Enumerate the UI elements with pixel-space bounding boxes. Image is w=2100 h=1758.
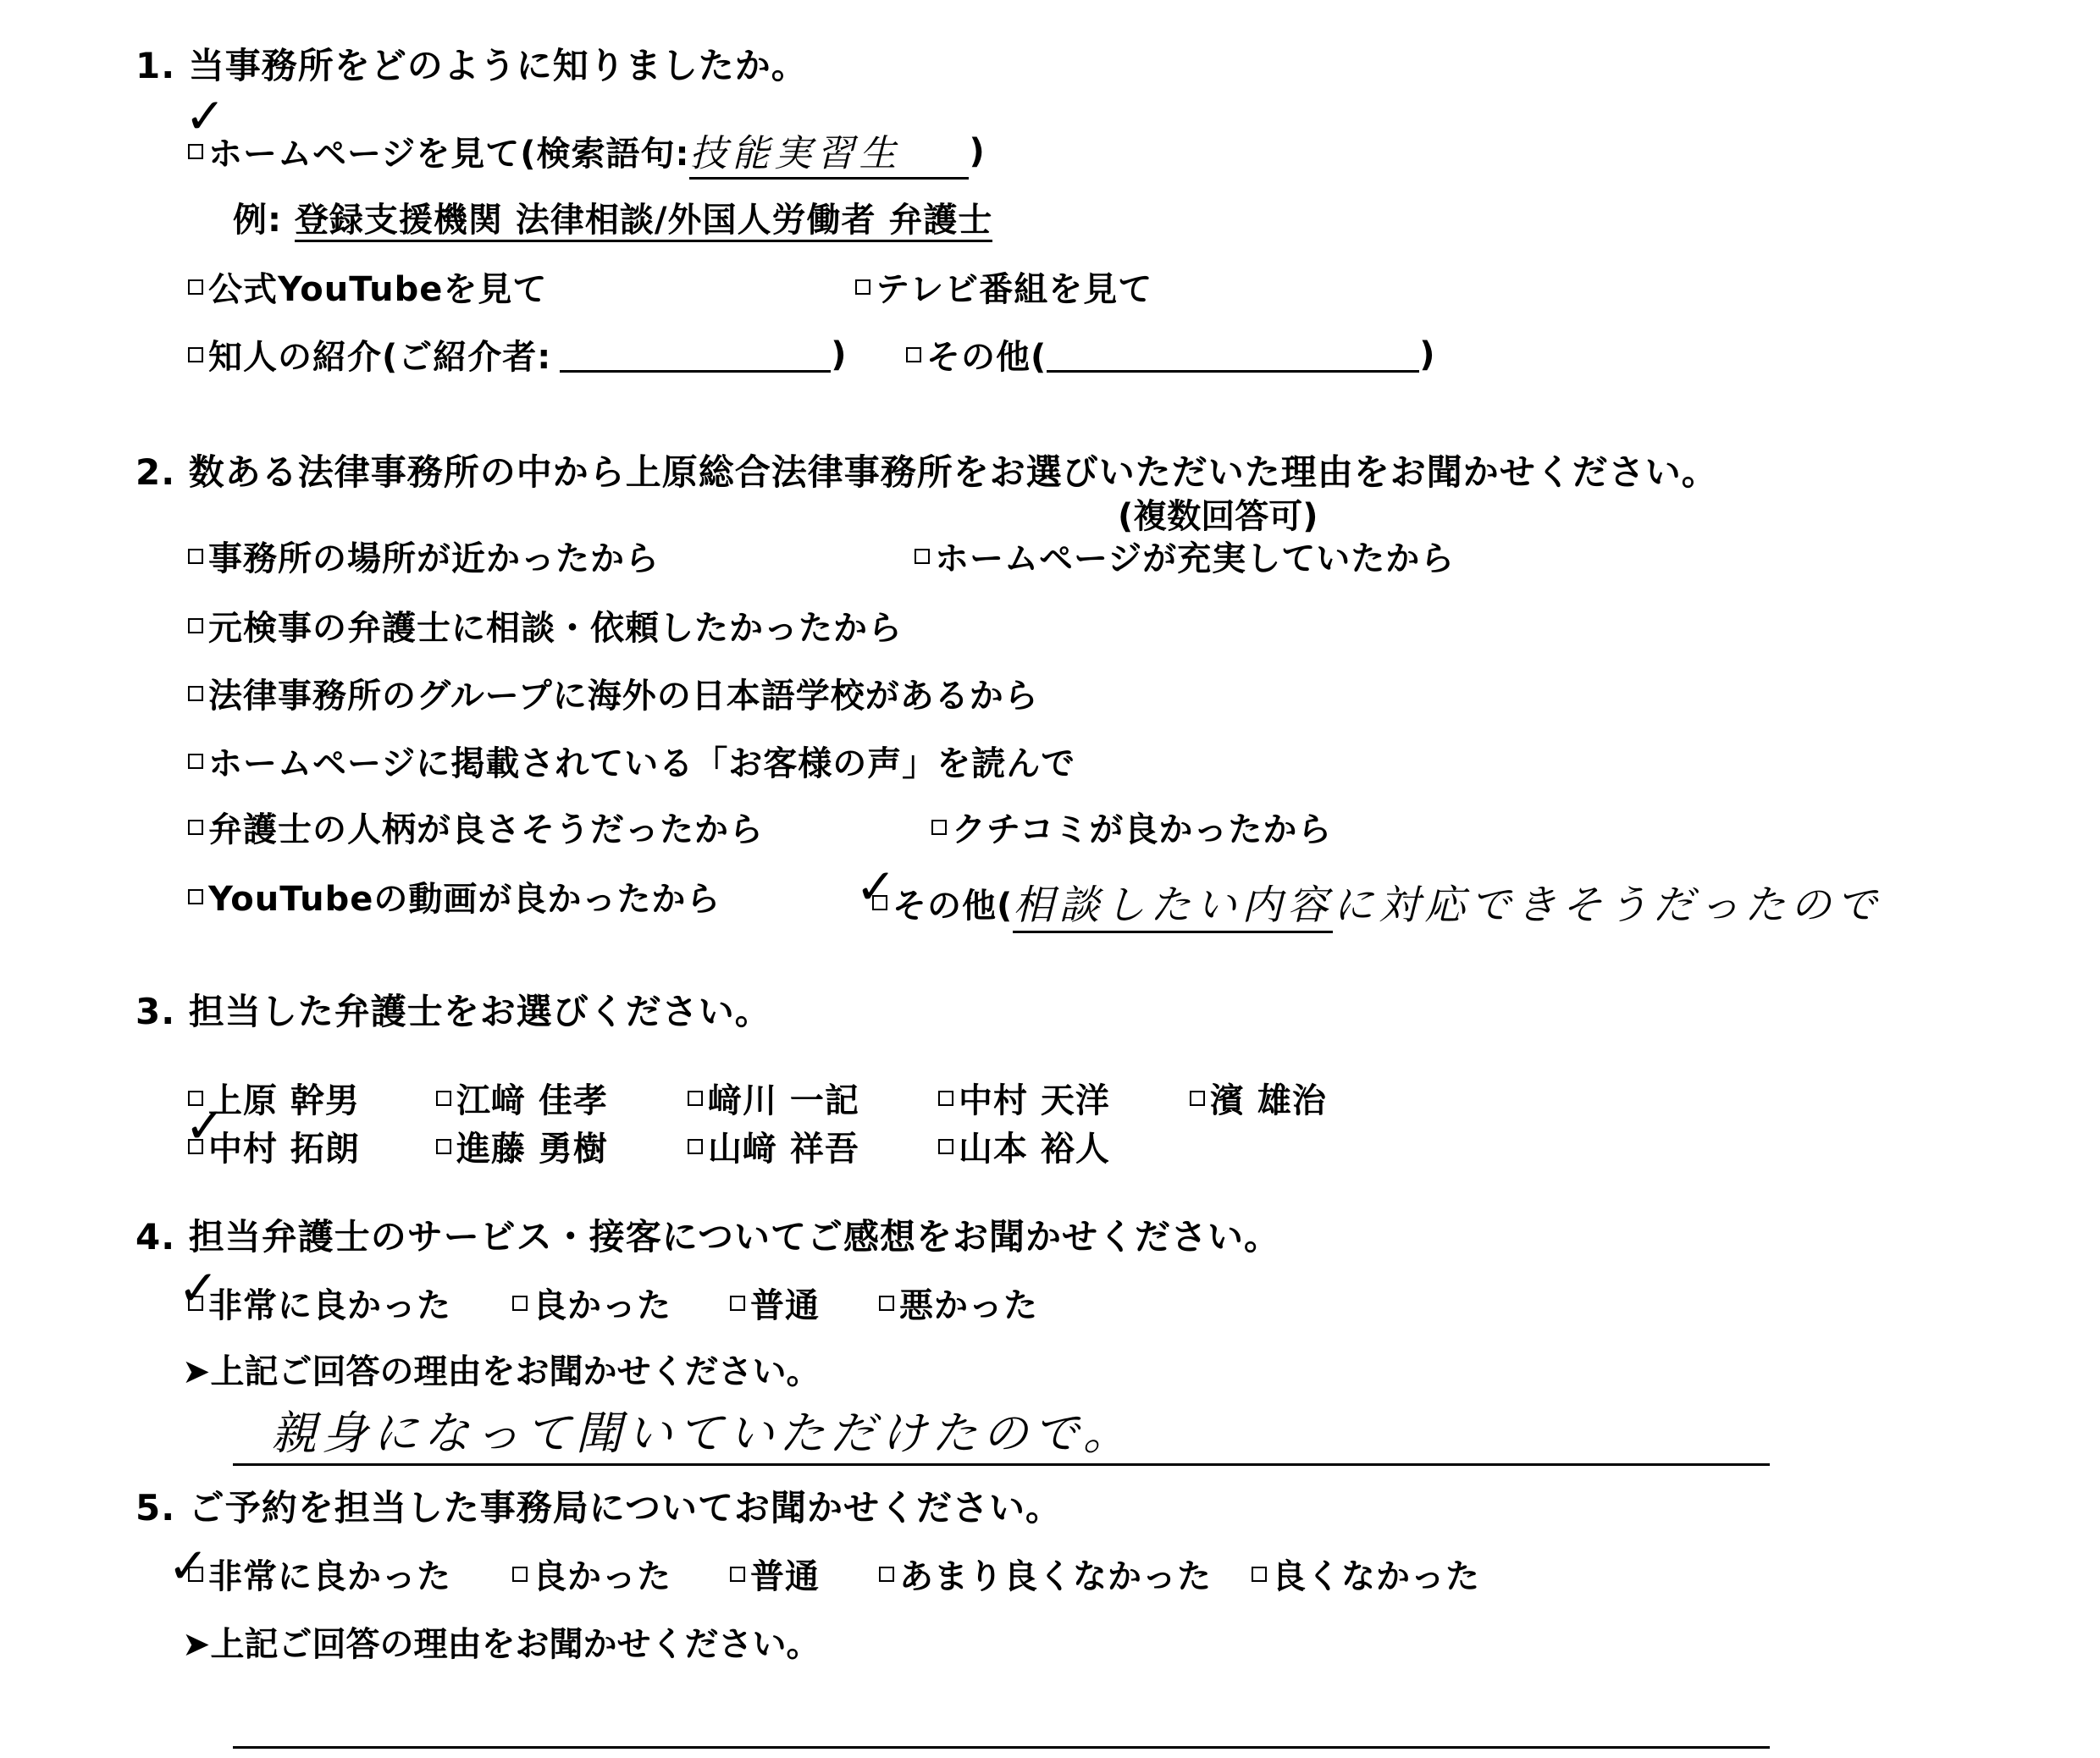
q4-option-3[interactable]	[879, 1279, 1038, 1327]
q2-kuchikomi-label: クチコミが良かったから	[952, 810, 1333, 849]
checkbox-near[interactable]	[188, 549, 203, 564]
q1-search-term-answer[interactable]: 技能実習生	[689, 123, 969, 180]
checkbox-q4[interactable]	[512, 1296, 528, 1311]
q4-option-0[interactable]	[188, 1279, 451, 1327]
q1-option-youtube[interactable]	[188, 263, 547, 311]
q1-title: 1. 当事務所をどのように知りましたか。	[135, 45, 808, 86]
q4-option-label: 良かった	[533, 1286, 671, 1325]
q2-character-label: 弁護士の人柄が良さそうだったから	[208, 810, 764, 849]
q5-reason-prompt: ➤上記ご回答の理由をお聞かせください。	[182, 1625, 821, 1664]
q2-title: 2. 数ある法律事務所の中から上原総合法律事務所をお選びいただいた理由をお聞かせください。	[135, 451, 1718, 493]
q2-option-near[interactable]	[188, 532, 660, 580]
q1-referral-close: )	[831, 334, 848, 374]
q3-lawyer-row1-2[interactable]	[688, 1074, 859, 1122]
check-mark-icon: ✓	[168, 1537, 209, 1595]
q1-referral-field[interactable]	[560, 336, 831, 373]
check-mark-icon: ✓	[185, 1097, 226, 1154]
q2-school-label: 法律事務所のグループに海外の日本語学校があるから	[208, 677, 1039, 716]
checkbox-referral[interactable]	[188, 347, 203, 362]
q2-other-answer-rest: に対応できそうだったので	[1333, 882, 1882, 929]
q5-answer-line[interactable]	[233, 1746, 1770, 1749]
q4-option-2[interactable]	[730, 1279, 820, 1327]
checkbox-lawyer[interactable]	[938, 1091, 953, 1106]
checkbox-lawyer[interactable]	[688, 1139, 703, 1154]
q4-option-label: 普通	[750, 1286, 820, 1325]
q1-example-text: 登録支援機関 法律相談/外国人労働者 弁護士	[295, 201, 992, 242]
q1-example-prefix: 例:	[233, 201, 282, 240]
checkbox-tv[interactable]	[855, 279, 870, 295]
q3-lawyer-row2-2[interactable]	[688, 1122, 859, 1170]
q1-example	[233, 193, 992, 241]
checkbox-q5[interactable]	[512, 1567, 528, 1582]
q1-tv-label: テレビ番組を見て	[876, 270, 1153, 309]
q1-option-tv[interactable]	[855, 263, 1152, 311]
q1-other-close: )	[1419, 334, 1436, 374]
q4-option-label: 悪かった	[899, 1286, 1038, 1325]
q2-other-answer-underlined: 相談したい内容	[1013, 872, 1333, 933]
lawyer-name: 江﨑 佳孝	[456, 1081, 608, 1120]
q5-option-label: 良かった	[533, 1557, 671, 1596]
checkbox-q5[interactable]	[879, 1567, 894, 1582]
q5-option-2[interactable]	[730, 1550, 820, 1598]
q4-answer-line	[233, 1463, 1770, 1466]
checkbox-lawyer[interactable]	[436, 1091, 451, 1106]
q2-option-prosecutor[interactable]	[188, 601, 903, 650]
q5-option-4[interactable]	[1252, 1550, 1480, 1598]
q2-homepage-label: ホームページが充実していたから	[935, 539, 1456, 578]
checkbox-kuchikomi[interactable]	[931, 820, 947, 835]
checkbox-lawyer[interactable]	[436, 1139, 451, 1154]
checkbox-lawyer[interactable]	[688, 1091, 703, 1106]
q2-option-kuchikomi[interactable]	[931, 803, 1332, 851]
q2-option-homepage[interactable]	[915, 532, 1455, 580]
lawyer-name: 中村 天洋	[959, 1081, 1110, 1120]
q4-title: 4. 担当弁護士のサービス・接客についてご感想をお聞かせください。	[135, 1216, 1280, 1258]
check-mark-icon: ✓	[855, 858, 897, 915]
q1-option-homepage[interactable]	[188, 123, 986, 180]
checkbox-other[interactable]	[906, 347, 921, 362]
checkbox-voice[interactable]	[188, 754, 203, 769]
checkbox-prosecutor[interactable]	[188, 618, 203, 633]
q3-lawyer-row2-3[interactable]	[938, 1122, 1110, 1170]
q5-option-label: 普通	[750, 1557, 820, 1596]
q5-option-label: 非常に良かった	[208, 1557, 451, 1596]
checkbox-youtube[interactable]	[188, 279, 203, 295]
q2-option-video[interactable]	[188, 872, 721, 920]
check-mark-icon: ✓	[178, 1259, 219, 1317]
lawyer-name: 濱 雄治	[1210, 1081, 1327, 1120]
q5-title: 5. ご予約を担当した事務局についてお聞かせください。	[135, 1487, 1062, 1529]
q3-lawyer-row1-4[interactable]	[1190, 1074, 1327, 1122]
checkbox-lawyer[interactable]	[938, 1139, 953, 1154]
q1-option-referral[interactable]	[188, 330, 848, 379]
checkbox-q5[interactable]	[1252, 1567, 1267, 1582]
lawyer-name: 﨑川 一記	[708, 1081, 859, 1120]
q5-option-label: 良くなかった	[1272, 1557, 1480, 1596]
lawyer-name: 山﨑 祥吾	[708, 1130, 859, 1169]
q2-prosecutor-label: 元検事の弁護士に相談・依頼したかったから	[208, 609, 903, 648]
lawyer-name: 中村 拓朗	[208, 1130, 360, 1169]
q5-option-label: あまり良くなかった	[899, 1557, 1212, 1596]
q4-reason-answer[interactable]: 親身になって聞いていただけたので。	[271, 1407, 1134, 1460]
q2-option-character[interactable]	[188, 803, 764, 851]
q4-option-1[interactable]	[512, 1279, 671, 1327]
q2-option-school[interactable]	[188, 669, 1039, 717]
checkbox-homepage-rich[interactable]	[915, 549, 930, 564]
checkbox-q5[interactable]	[730, 1567, 745, 1582]
q3-lawyer-row1-3[interactable]	[938, 1074, 1110, 1122]
check-mark-icon: ✓	[185, 87, 226, 145]
q1-referral-label: 知人の紹介(ご紹介者:	[208, 338, 552, 377]
checkbox-homepage[interactable]	[188, 144, 203, 159]
checkbox-q4[interactable]	[730, 1296, 745, 1311]
checkbox-school[interactable]	[188, 686, 203, 701]
q2-near-label: 事務所の場所が近かったから	[208, 539, 660, 578]
q3-lawyer-row2-1[interactable]	[436, 1122, 608, 1170]
q2-option-other[interactable]	[872, 872, 1882, 933]
q1-other-field[interactable]	[1047, 336, 1419, 373]
q2-option-voice[interactable]	[188, 737, 1075, 785]
lawyer-name: 進藤 勇樹	[456, 1130, 608, 1169]
lawyer-name: 上原 幹男	[208, 1081, 360, 1120]
q3-lawyer-row1-1[interactable]	[436, 1074, 608, 1122]
q2-other-answer[interactable]	[1013, 872, 1882, 933]
q1-youtube-label: 公式YouTubeを見て	[208, 270, 548, 309]
q5-option-1[interactable]	[512, 1550, 671, 1598]
q2-video-label: YouTubeの動画が良かったから	[208, 880, 721, 919]
q3-title: 3. 担当した弁護士をお選びください。	[135, 991, 771, 1032]
q1-homepage-close: )	[969, 131, 986, 171]
q4-reason-prompt: ➤上記ご回答の理由をお聞かせください。	[182, 1352, 821, 1391]
q1-option-other[interactable]	[906, 330, 1436, 379]
q2-note: (複数回答可)	[1118, 497, 1318, 536]
q4-option-label: 非常に良かった	[208, 1286, 451, 1325]
q5-option-3[interactable]	[879, 1550, 1212, 1598]
checkbox-q4[interactable]	[879, 1296, 894, 1311]
q2-other-label: その他(	[892, 886, 1014, 926]
checkbox-lawyer[interactable]	[1190, 1091, 1205, 1106]
q2-voice-label: ホームページに掲載されている「お客様の声」を読んで	[208, 744, 1076, 783]
q1-homepage-label: ホームページを見て(検索語句:	[208, 135, 690, 174]
q1-other-label: その他(	[926, 338, 1047, 377]
q5-option-0[interactable]	[188, 1550, 451, 1598]
lawyer-name: 山本 裕人	[959, 1130, 1110, 1169]
checkbox-video[interactable]	[188, 889, 203, 904]
checkbox-character[interactable]	[188, 820, 203, 835]
